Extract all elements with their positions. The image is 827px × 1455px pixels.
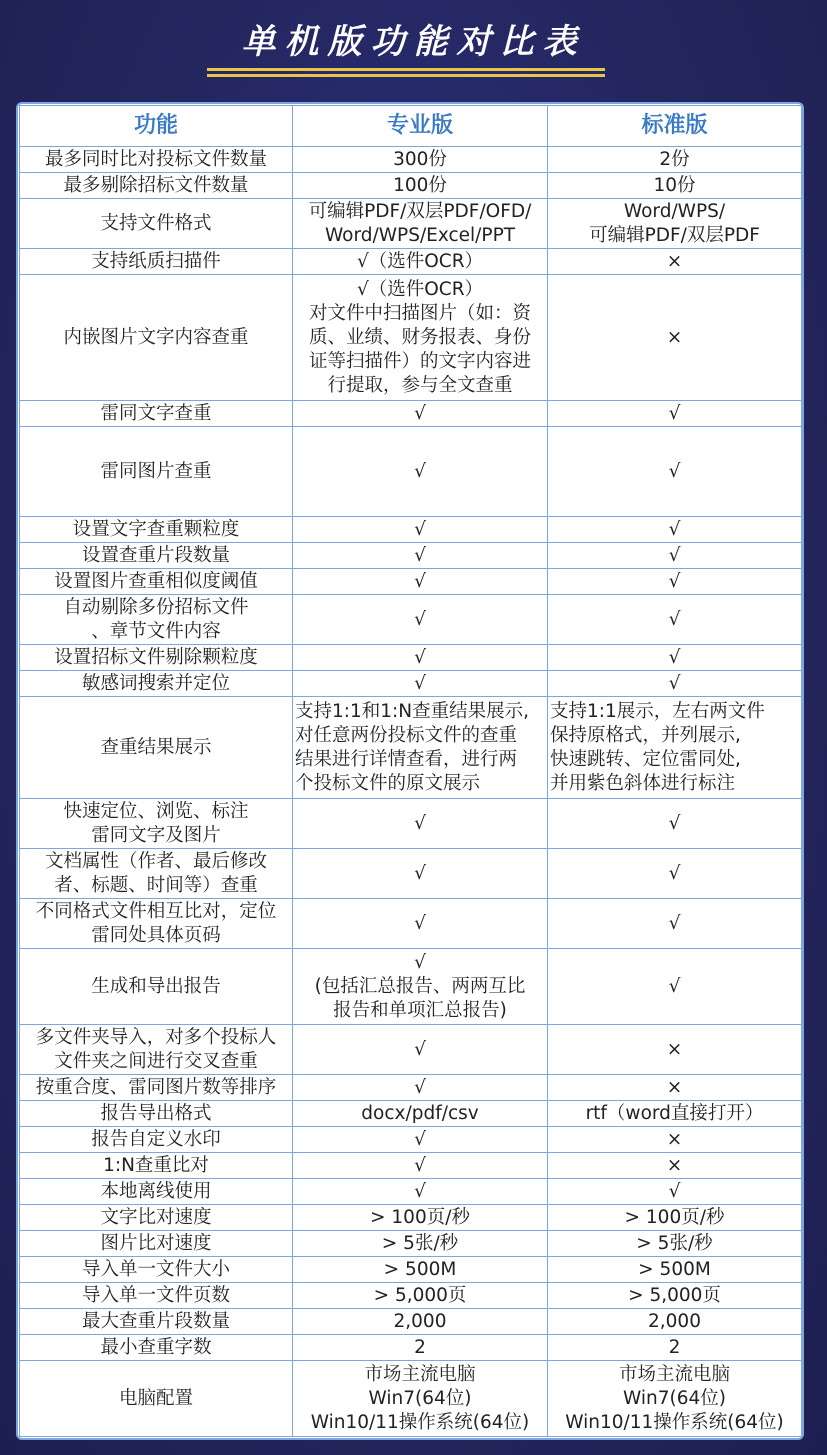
feature-cell [20, 799, 293, 849]
pro-cell [293, 1127, 548, 1153]
cell-line: 质、业绩、财务报表、身份 [308, 326, 531, 348]
table-row [20, 595, 802, 645]
cell-line: × [666, 1128, 683, 1150]
cell-line: 多文件夹导入，对多个投标人 [35, 1026, 277, 1048]
cell-line: > 5张/秒 [381, 1232, 459, 1254]
cell-line: 设置图片查重相似度阈值 [54, 570, 258, 592]
feature-cell [20, 1101, 293, 1127]
cell-line: 2,000 [648, 1310, 701, 1332]
table-row [20, 1179, 802, 1205]
cell-line: √ [414, 912, 426, 934]
table-row [20, 849, 802, 899]
cell-line: 电脑配置 [118, 1387, 193, 1409]
table-row [20, 517, 802, 543]
standard-cell [548, 275, 802, 401]
cell-line: √ [414, 1180, 426, 1202]
feature-cell [20, 543, 293, 569]
cell-line: 个投标文件的原文展示 [295, 772, 481, 794]
pro-cell [293, 275, 548, 401]
standard-cell [548, 1205, 802, 1231]
standard-cell [548, 249, 802, 275]
cell-line: 2 [668, 1336, 681, 1358]
cell-line: 支持文件格式 [100, 212, 212, 234]
pro-cell [293, 1283, 548, 1309]
cell-line: 最多剔除招标文件数量 [63, 174, 249, 196]
cell-line: 雷同图片查重 [100, 460, 212, 482]
cell-line: 可编辑PDF/双层PDF/OFD/ [308, 200, 532, 222]
table-row [20, 1283, 802, 1309]
cell-line: 文档属性（作者、最后修改 [44, 850, 267, 872]
cell-line: > 100页/秒 [370, 1206, 470, 1228]
cell-line: 自动剔除多份招标文件 [63, 596, 249, 618]
pro-cell [293, 199, 548, 249]
table-row [20, 671, 802, 697]
cell-line: 最多同时比对投标文件数量 [44, 148, 267, 170]
cell-line: 最大查重片段数量 [81, 1310, 230, 1332]
cell-line: Win7(64位) [368, 1387, 472, 1409]
cell-line: √ [414, 862, 426, 884]
feature-cell [20, 849, 293, 899]
cell-line: √ [414, 518, 426, 540]
standard-cell [548, 595, 802, 645]
cell-line: 并用紫色斜体进行标注 [550, 772, 736, 794]
pro-cell [293, 949, 548, 1025]
cell-line: 设置招标文件剔除颗粒度 [54, 646, 258, 668]
table-row [20, 1101, 802, 1127]
standard-cell [548, 1101, 802, 1127]
cell-line: √ [668, 460, 681, 482]
standard-cell [548, 1309, 802, 1335]
cell-line: 敏感词搜索并定位 [81, 672, 230, 694]
feature-cell [20, 147, 293, 173]
standard-cell [548, 401, 802, 427]
pro-cell [293, 1153, 548, 1179]
standard-cell [548, 543, 802, 569]
cell-line: × [666, 1038, 683, 1060]
table-row [20, 569, 802, 595]
table-row [20, 899, 802, 949]
table-row [20, 199, 802, 249]
cell-line: √ [668, 912, 681, 934]
cell-line: 不同格式文件相互比对，定位 [35, 900, 277, 922]
cell-line: > 5张/秒 [636, 1232, 713, 1254]
cell-line: √ [668, 646, 681, 668]
feature-cell [20, 1127, 293, 1153]
feature-cell [20, 199, 293, 249]
pro-cell [293, 899, 548, 949]
cell-line: √ [414, 402, 426, 424]
feature-cell [20, 569, 293, 595]
cell-line: > 5,000页 [373, 1284, 467, 1306]
table-row [20, 1025, 802, 1075]
comparison-table [19, 105, 802, 1437]
cell-line: > 500M [383, 1258, 457, 1280]
cell-line: 保持原格式，并列展示, [550, 724, 741, 746]
cell-line: 雷同处具体页码 [91, 924, 221, 946]
cell-line: √ [668, 812, 681, 834]
standard-cell [548, 949, 802, 1025]
cell-line: 图片比对速度 [100, 1232, 212, 1254]
pro-cell [293, 697, 548, 799]
cell-line: √ [414, 544, 426, 566]
cell-line: 生成和导出报告 [91, 975, 221, 997]
feature-cell [20, 1075, 293, 1101]
feature-cell [20, 173, 293, 199]
cell-line: 10份 [653, 174, 696, 196]
feature-cell [20, 1025, 293, 1075]
feature-cell [20, 1231, 293, 1257]
cell-line: 2份 [659, 148, 690, 170]
cell-line: 可编辑PDF/双层PDF [589, 224, 760, 246]
cell-line: √ [414, 570, 426, 592]
table-row [20, 1231, 802, 1257]
pro-cell [293, 1231, 548, 1257]
pro-cell [293, 173, 548, 199]
cell-line: 者、标题、时间等）查重 [54, 874, 258, 896]
standard-cell [548, 427, 802, 517]
feature-cell [20, 275, 293, 401]
cell-line: × [666, 1154, 683, 1176]
table-row [20, 1309, 802, 1335]
pro-cell [293, 517, 548, 543]
pro-cell [293, 1075, 548, 1101]
cell-line: √ [668, 1180, 681, 1202]
pro-cell [293, 849, 548, 899]
pro-cell [293, 1025, 548, 1075]
standard-cell [548, 147, 802, 173]
cell-line: 2,000 [393, 1310, 447, 1332]
cell-line: √ [414, 812, 426, 834]
table-row [20, 949, 802, 1025]
cell-line: 结果进行详情查看，进行两 [295, 748, 518, 770]
cell-line: √ [668, 518, 681, 540]
header-feature: 功能 [20, 106, 293, 147]
table-row [20, 1257, 802, 1283]
cell-line: × [666, 250, 683, 272]
cell-line: 市场主流电脑 [364, 1363, 476, 1385]
pro-cell [293, 1309, 548, 1335]
cell-line: 对任意两份投标文件的查重 [295, 724, 518, 746]
feature-cell [20, 1205, 293, 1231]
standard-cell [548, 799, 802, 849]
table-header-row [20, 106, 802, 147]
cell-line: 1:N查重比对 [103, 1154, 209, 1176]
table-body [20, 147, 802, 1437]
cell-line: 设置文字查重颗粒度 [72, 518, 240, 540]
pro-cell [293, 595, 548, 645]
cell-line: × [666, 326, 683, 348]
pro-cell [293, 147, 548, 173]
standard-cell [548, 645, 802, 671]
standard-cell [548, 1257, 802, 1283]
cell-line: 文件夹之间进行交叉查重 [54, 1050, 258, 1072]
cell-line: √ [414, 1038, 426, 1060]
pro-cell [293, 799, 548, 849]
feature-cell [20, 645, 293, 671]
cell-line: √ [668, 975, 681, 997]
standard-cell [548, 173, 802, 199]
standard-cell [548, 697, 802, 799]
cell-line: 快速跳转、定位雷同处, [550, 748, 741, 770]
table-row [20, 1075, 802, 1101]
table-row [20, 427, 802, 517]
cell-line: 内嵌图片文字内容查重 [63, 326, 249, 348]
table-row [20, 697, 802, 799]
cell-line: > 500M [638, 1258, 711, 1280]
feature-cell [20, 1309, 293, 1335]
page-title: 单机版功能对比表 [241, 22, 586, 62]
pro-cell [293, 1205, 548, 1231]
cell-line: 本地离线使用 [100, 1180, 212, 1202]
pro-cell [293, 1257, 548, 1283]
standard-cell [548, 671, 802, 697]
cell-line: (包括汇总报告、两两互比 [314, 975, 526, 997]
feature-cell [20, 249, 293, 275]
standard-cell [548, 1283, 802, 1309]
cell-line: √ [414, 672, 426, 694]
standard-cell [548, 1231, 802, 1257]
feature-cell [20, 1361, 293, 1437]
pro-cell [293, 645, 548, 671]
cell-line: 市场主流电脑 [618, 1363, 730, 1385]
standard-cell [548, 899, 802, 949]
feature-cell [20, 949, 293, 1025]
cell-line: 设置查重片段数量 [81, 544, 230, 566]
standard-cell [548, 1361, 802, 1437]
cell-line: Win10/11操作系统(64位) [310, 1411, 530, 1433]
cell-line: √ [414, 1128, 426, 1150]
feature-cell [20, 427, 293, 517]
cell-line: 对文件中扫描图片（如：资 [308, 302, 531, 324]
standard-cell [548, 199, 802, 249]
cell-line: 按重合度、雷同图片数等排序 [35, 1076, 277, 1098]
cell-line: √ [668, 544, 681, 566]
feature-cell [20, 517, 293, 543]
cell-line: √ [668, 608, 681, 630]
table-row [20, 173, 802, 199]
cell-line: 支持1:1展示，左右两文件 [550, 700, 765, 722]
pro-cell [293, 671, 548, 697]
cell-line: > 5,000页 [628, 1284, 721, 1306]
cell-line: 300份 [393, 148, 447, 170]
cell-line: √ [414, 460, 426, 482]
table-row [20, 645, 802, 671]
cell-line: √ [668, 862, 681, 884]
cell-line: 支持纸质扫描件 [91, 250, 221, 272]
cell-line: > 100页/秒 [624, 1206, 725, 1228]
pro-cell [293, 249, 548, 275]
pro-cell [293, 1179, 548, 1205]
pro-cell [293, 543, 548, 569]
standard-cell [548, 569, 802, 595]
standard-cell [548, 1127, 802, 1153]
cell-line: 最小查重字数 [100, 1336, 212, 1358]
table-row [20, 799, 802, 849]
cell-line: 查重结果展示 [100, 736, 212, 758]
feature-cell [20, 1179, 293, 1205]
header-pro: 专业版 [293, 106, 548, 147]
cell-line: √ [414, 646, 426, 668]
comparison-table-panel [18, 104, 802, 1438]
standard-cell [548, 1335, 802, 1361]
cell-line: √（选件OCR） [356, 278, 484, 300]
table-row [20, 1153, 802, 1179]
cell-line: √ [414, 608, 426, 630]
feature-cell [20, 595, 293, 645]
cell-line: 导入单一文件大小 [81, 1258, 230, 1280]
feature-cell [20, 1257, 293, 1283]
cell-line: 证等扫描件）的文字内容进 [308, 350, 531, 372]
table-row [20, 275, 802, 401]
table-row [20, 147, 802, 173]
table-row [20, 1335, 802, 1361]
standard-cell [548, 1025, 802, 1075]
cell-line: √ [414, 1154, 426, 1176]
cell-line: √ [668, 672, 681, 694]
cell-line: 行提取，参与全文查重 [327, 374, 513, 396]
cell-line: 快速定位、浏览、标注 [63, 800, 249, 822]
table-row [20, 1361, 802, 1437]
cell-line: √ [414, 951, 426, 973]
pro-cell [293, 427, 548, 517]
standard-cell [548, 1075, 802, 1101]
cell-line: √ [668, 402, 681, 424]
cell-line: 100份 [393, 174, 447, 196]
cell-line: 报告和单项汇总报告) [333, 999, 507, 1021]
cell-line: × [666, 1076, 683, 1098]
feature-cell [20, 401, 293, 427]
table-row [20, 1205, 802, 1231]
standard-cell [548, 517, 802, 543]
cell-line: 雷同文字查重 [100, 402, 212, 424]
cell-line: docx/pdf/csv [361, 1102, 479, 1124]
cell-line: Win10/11操作系统(64位) [565, 1411, 784, 1433]
cell-line: Word/WPS/Excel/PPT [324, 224, 516, 246]
cell-line: rtf（word直接打开） [585, 1102, 764, 1124]
table-row [20, 1127, 802, 1153]
header-standard: 标准版 [548, 106, 802, 147]
table-row [20, 249, 802, 275]
cell-line: 文字比对速度 [100, 1206, 212, 1228]
cell-line: 支持1:1和1:N查重结果展示, [295, 700, 529, 722]
cell-line: √ [668, 570, 681, 592]
title-underline [207, 68, 605, 82]
feature-cell [20, 899, 293, 949]
cell-line: 报告导出格式 [100, 1102, 212, 1124]
cell-line: 2 [414, 1336, 426, 1358]
pro-cell [293, 1361, 548, 1437]
feature-cell [20, 1283, 293, 1309]
feature-cell [20, 697, 293, 799]
feature-cell [20, 1335, 293, 1361]
pro-cell [293, 569, 548, 595]
feature-cell [20, 1153, 293, 1179]
pro-cell [293, 1335, 548, 1361]
table-row [20, 401, 802, 427]
standard-cell [548, 1153, 802, 1179]
feature-cell [20, 671, 293, 697]
pro-cell [293, 401, 548, 427]
table-row [20, 543, 802, 569]
cell-line: 报告自定义水印 [91, 1128, 221, 1150]
cell-line: 、章节文件内容 [91, 620, 221, 642]
cell-line: √ [414, 1076, 426, 1098]
standard-cell [548, 849, 802, 899]
pro-cell [293, 1101, 548, 1127]
cell-line: 导入单一文件页数 [81, 1284, 230, 1306]
cell-line: √（选件OCR） [356, 250, 484, 272]
cell-line: Word/WPS/ [623, 200, 726, 222]
cell-line: 雷同文字及图片 [91, 824, 221, 846]
cell-line: Win7(64位) [623, 1387, 726, 1409]
standard-cell [548, 1179, 802, 1205]
